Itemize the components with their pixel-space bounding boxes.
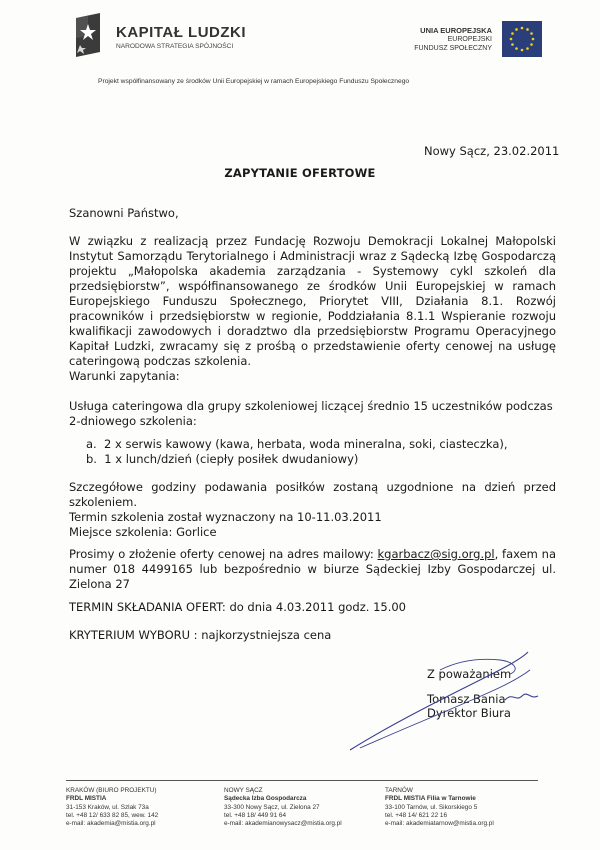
training-place: Miejsce szkolenia: Gorlice — [69, 525, 217, 539]
office-heading: KRAKÓW (BIURO PROJEKTU) — [66, 787, 157, 794]
eu-star-icon — [511, 43, 514, 46]
footer-office-nowy-sacz — [224, 787, 342, 828]
hours-line: Szczegółowe godziny podawania posiłków zostaną uzgodnione na dzień przed — [69, 480, 556, 494]
office-heading: TARNÓW — [385, 787, 413, 794]
offer-text: , faxem na — [494, 547, 556, 561]
intro-line: pracowników i przedsiębiorstw w regionie, Poddziałania 8.1.1 Wspieranie rozwoju — [69, 309, 556, 323]
intro-paragraph — [69, 234, 556, 369]
intro-line: Kapitał Ludzki, zwracamy się z prośbą o przedstawienie oferty cenowej na usługę — [69, 339, 556, 353]
training-dates: Termin szkolenia został wyznaczony na 10-11.03.2011 — [69, 510, 382, 524]
office-phone: tel. +48 14/ 621 22 16 — [385, 811, 448, 819]
eu-star-icon — [521, 27, 524, 30]
office-org: FRDL MISTIA Filia w Tarnowie — [385, 795, 476, 803]
service-description: Usługa cateringowa dla grupy szkoleniowej liczącej średnio 15 uczestników podczas 2-dniowego szkolenia: — [69, 399, 553, 428]
hours-line: szkoleniem. — [69, 495, 138, 509]
handwritten-signature-icon — [330, 630, 560, 760]
project-cofinancing-note: Projekt współfinansowany ze środków Unii Europejskiej w ramach Europejskiego Funduszu Społecznego — [98, 78, 410, 85]
eu-star-icon — [526, 28, 529, 31]
eu-label-line3: FUNDUSZ SPOŁECZNY — [414, 45, 492, 52]
office-org: FRDL MISTIA — [66, 795, 107, 803]
eu-star-icon — [515, 47, 518, 50]
selection-criteria: KRYTERIUM WYBORU : najkorzystniejsza cena — [69, 628, 332, 642]
office-email: e-mail: akademiatarnow@mistia.org.pl — [385, 820, 494, 828]
intro-line: przedsiębiorstw”, współfinansowanego ze środków Unii Europejskiej w ramach — [69, 279, 556, 293]
office-heading: NOWY SĄCZ — [224, 787, 263, 794]
eu-star-icon — [515, 28, 518, 31]
office-phone: tel. +48 18/ 449 91 64 — [224, 811, 287, 819]
intro-line: kwalifikacji zawodowych i doradztwo dla przedsiębiorstw Programu Operacyjnego — [69, 324, 556, 338]
submission-deadline: TERMIN SKŁADANIA OFERT: do dnia 4.03.2011 godz. 15.00 — [69, 600, 407, 614]
eu-star-icon — [530, 32, 533, 35]
eu-star-icon — [526, 47, 529, 50]
signer-name: Tomasz Bania — [427, 692, 506, 706]
intro-line: W związku z realizacją przez Fundację Rozwoju Demokracji Lokalnej Małopolski — [69, 234, 556, 248]
office-email: e-mail: akademianowysacz@mistia.org.pl — [224, 820, 342, 828]
logo-title: KAPITAŁ LUDZKI — [116, 24, 247, 41]
letter-date: Nowy Sącz, 23.02.2011 — [424, 144, 560, 158]
intro-line: projektu „Małopolska akademia zarządzania - Systemowy cykl szkoleń dla — [69, 264, 556, 278]
office-org: Sądecka Izba Gospodarcza — [224, 795, 307, 803]
offer-line: Zielona 27 — [69, 577, 131, 591]
footer-office-tarnow — [385, 787, 494, 828]
eu-label-line2: EUROPEJSKI — [447, 36, 492, 43]
intro-line: Europejskiego Funduszu Społecznego, Priorytet VIII, Działania 8.1. Rozwój — [69, 294, 556, 308]
office-phone: tel. +48 12/ 633 82 85, wew. 142 — [66, 811, 159, 819]
eu-star-icon — [532, 38, 535, 41]
list-item — [86, 452, 508, 467]
greeting: Szanowni Państwo, — [69, 206, 179, 220]
list-item-text: 2 x serwis kawowy (kawa, herbata, woda mineralna, soki, ciasteczka), — [104, 437, 508, 451]
offer-text: Prosimy o złożenie oferty cenowej na adres mailowy: — [69, 547, 378, 561]
eu-label-line1: UNIA EUROPEJSKA — [420, 26, 492, 35]
contact-email-link[interactable]: kgarbacz@sig.org.pl — [377, 547, 495, 561]
offer-line — [69, 547, 556, 562]
list-item — [86, 437, 508, 452]
office-address: 33-100 Tarnów, ul. Sikorskiego 5 — [385, 803, 478, 811]
eu-star-icon — [510, 38, 513, 41]
eu-star-icon — [511, 32, 514, 35]
list-marker: b. — [86, 452, 97, 466]
service-list — [86, 437, 508, 467]
eu-label — [386, 26, 492, 53]
intro-line: cateringową podczas szkolenia. — [69, 354, 252, 368]
office-address: 33-300 Nowy Sącz, ul. Zielona 27 — [224, 803, 320, 811]
conditions-label: Warunki zapytania: — [69, 369, 180, 383]
eu-flag-icon — [502, 21, 542, 57]
letter-title: ZAPYTANIE OFERTOWE — [224, 166, 376, 180]
eu-star-icon — [521, 49, 524, 52]
list-item-text: 1 x lunch/dzień (ciepły posiłek dwudaniowy) — [104, 452, 359, 466]
logo-subtitle: NARODOWA STRATEGIA SPÓJNOŚCI — [116, 43, 234, 50]
closing-regards: Z poważaniem — [427, 667, 512, 681]
footer-divider — [66, 780, 538, 781]
signer-role: Dyrektor Biura — [427, 706, 511, 720]
schedule-block — [69, 480, 556, 540]
footer-office-krakow — [66, 787, 158, 828]
eu-star-icon — [530, 43, 533, 46]
office-address: 31-153 Kraków, ul. Szlak 73a — [66, 803, 149, 811]
offer-line: numer 018 4499165 lub bezpośrednio w biurze Sądeckiej Izby Gospodarczej ul. — [69, 562, 556, 576]
intro-line: Instytut Samorządu Terytorialnego i Administracji wraz z Sądecką Izbę Gospodarczą — [69, 249, 556, 263]
list-marker: a. — [86, 437, 97, 451]
kapital-ludzki-logo-icon — [74, 12, 102, 58]
offer-instructions — [69, 547, 556, 592]
office-email: e-mail: akademia@mistia.org.pl — [66, 820, 156, 828]
